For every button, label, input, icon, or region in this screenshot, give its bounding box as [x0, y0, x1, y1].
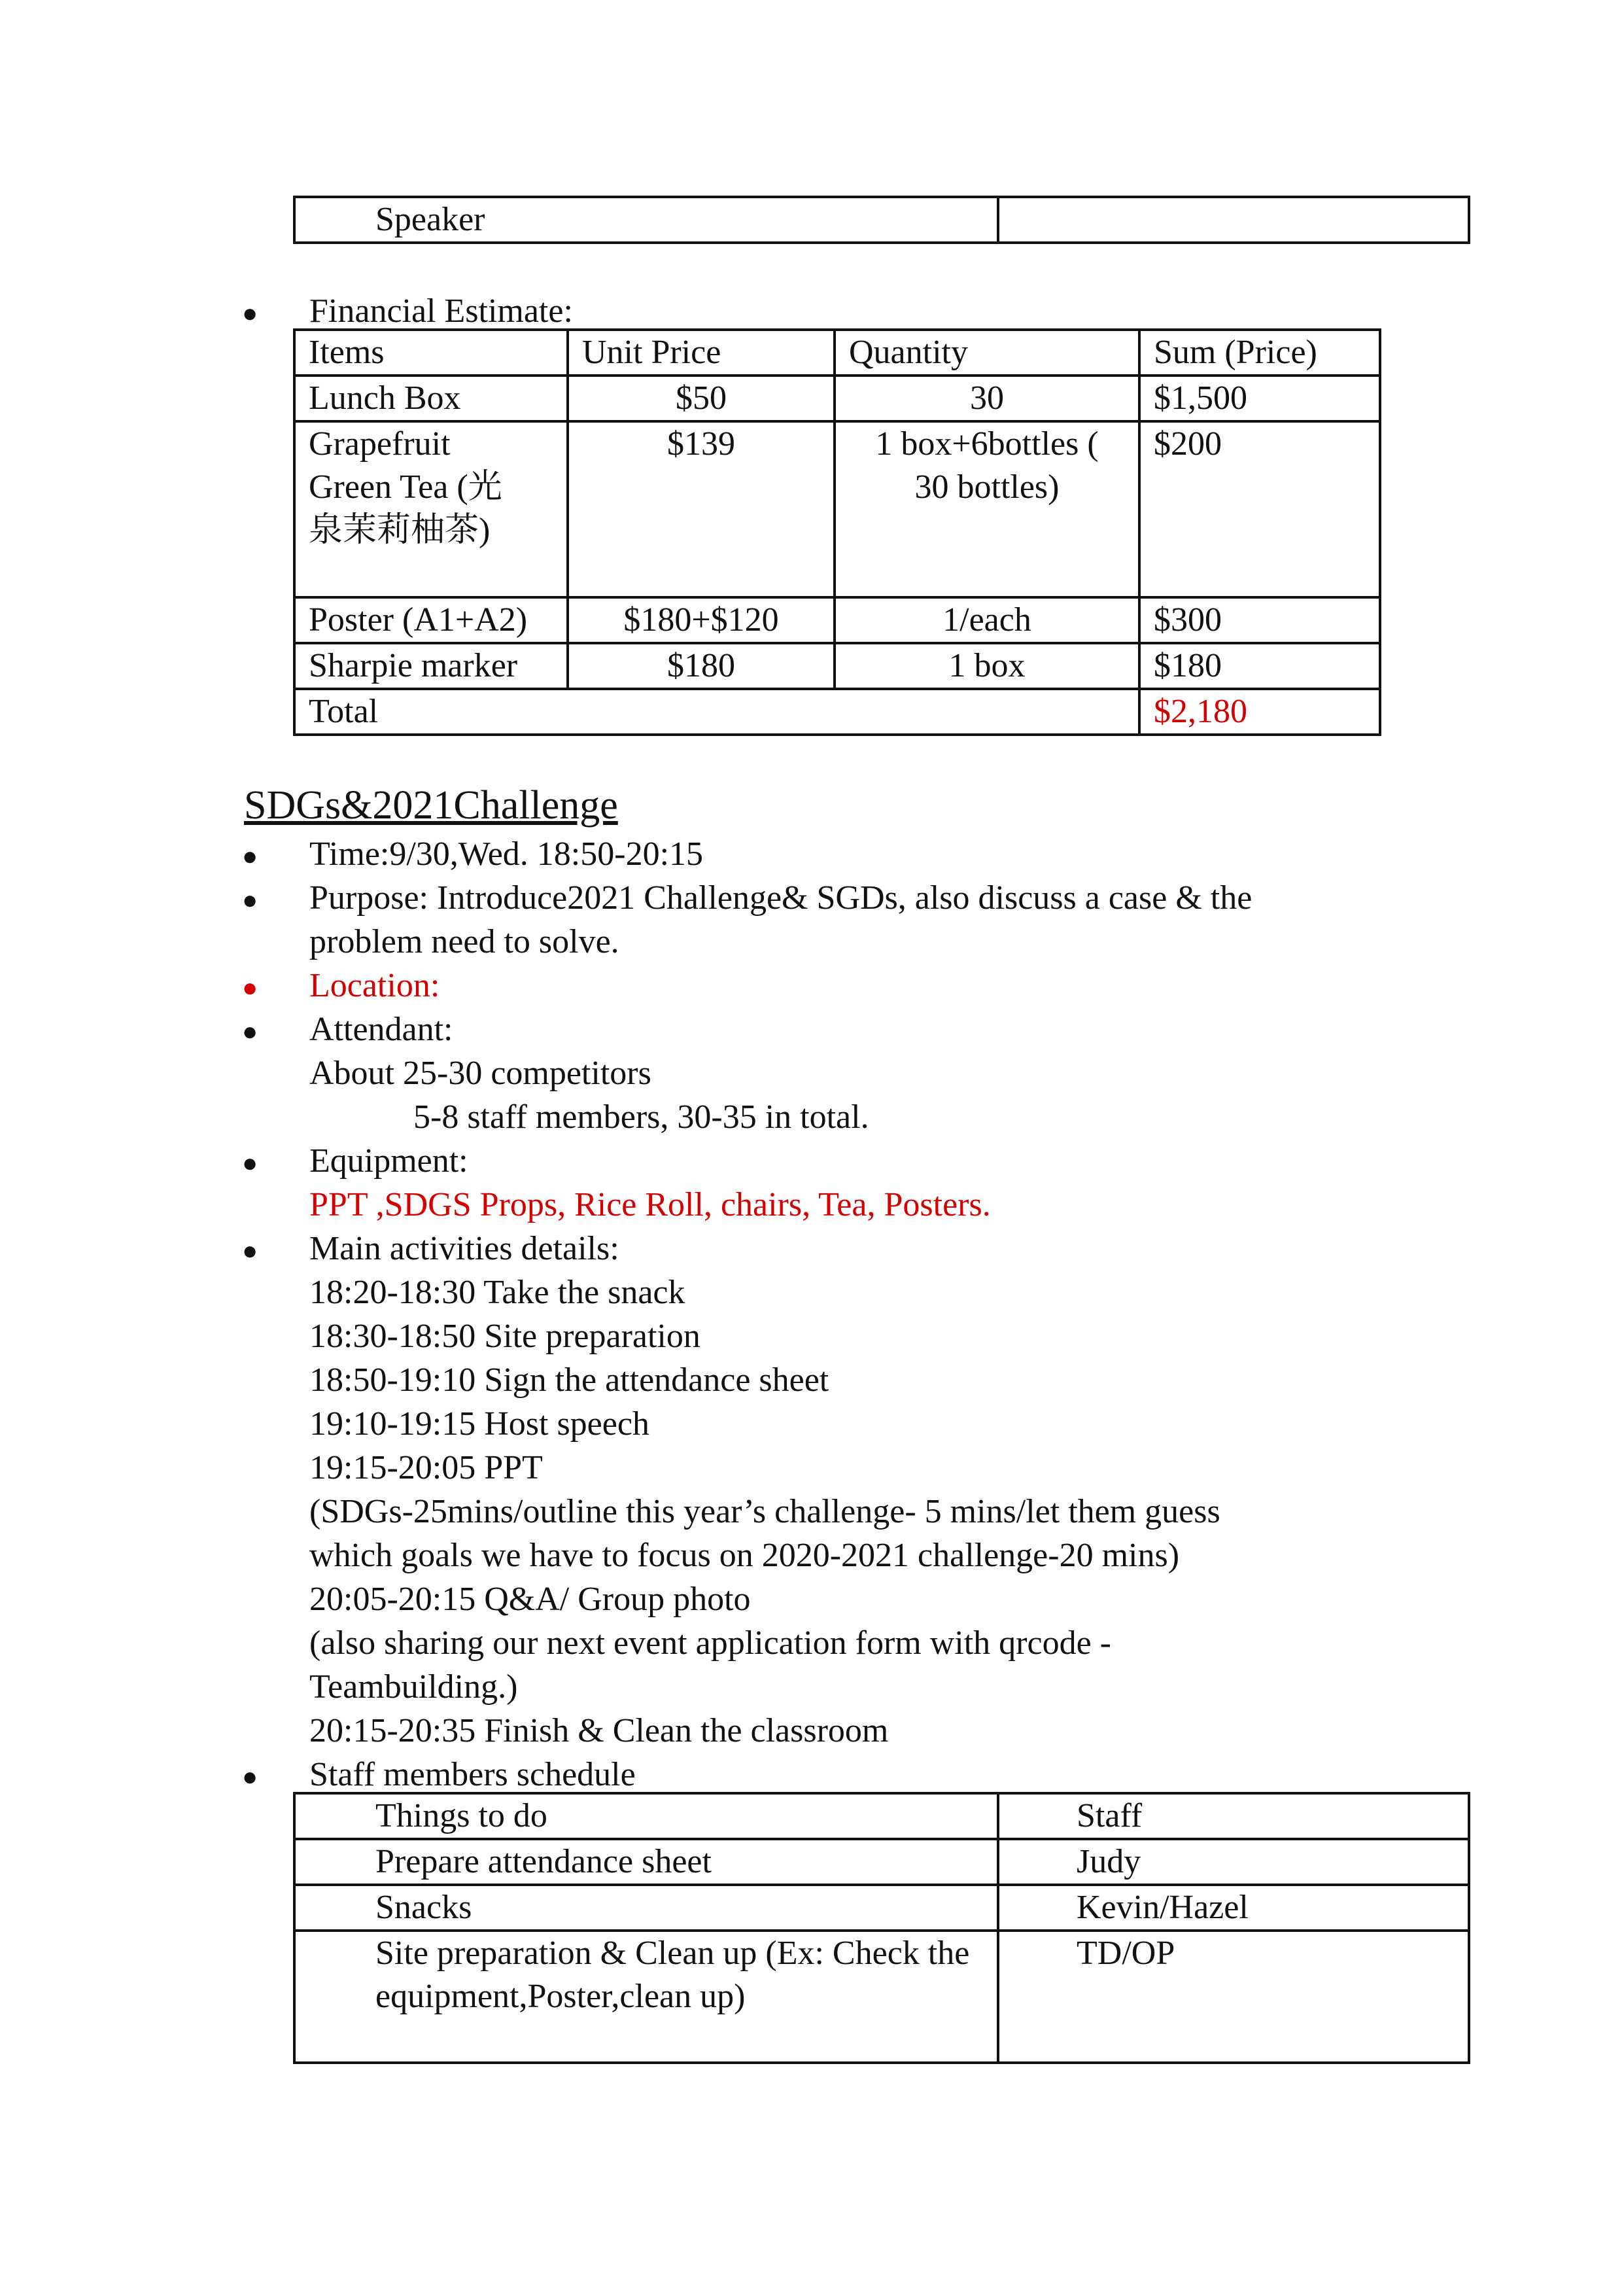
header-sum: Sum (Price) [1139, 330, 1380, 376]
unit-price-cell: $180 [568, 643, 835, 689]
attendant-label: Attendant: [309, 1011, 453, 1048]
schedule-item: 19:15-20:05 PPT [309, 1449, 543, 1486]
schedule-item: which goals we have to focus on 2020-2021 challenge-20 mins) [309, 1537, 1180, 1574]
bullet-icon: ● [242, 841, 258, 871]
attendant-staff: 5-8 staff members, 30-35 in total. [413, 1098, 869, 1136]
schedule-item: (also sharing our next event application form with qrcode - [309, 1624, 1111, 1662]
schedule-item: 19:10-19:15 Host speech [309, 1405, 649, 1443]
time-line: Time:9/30,Wed. 18:50-20:15 [309, 835, 704, 873]
quantity-cell: 1 box [835, 643, 1139, 689]
quantity-cell: 1/each [835, 597, 1139, 643]
task-cell: Site preparation & Clean up (Ex: Check the equipment,Poster,clean up) [294, 1931, 998, 2063]
quantity-cell: 1 box+6bottles ( 30 bottles) [835, 421, 1139, 597]
item-cell: Lunch Box [294, 376, 568, 421]
table-row [294, 643, 1380, 689]
staff-schedule-label: Staff members schedule [309, 1756, 636, 1793]
bullet-icon: ● [242, 885, 258, 915]
schedule-item: Teambuilding.) [309, 1668, 518, 1706]
sum-cell: $300 [1139, 597, 1380, 643]
unit-price-cell: $50 [568, 376, 835, 421]
table-row [294, 1931, 1469, 2063]
financial-title: Financial Estimate: [309, 292, 573, 330]
table-row [294, 376, 1380, 421]
location-label: Location: [309, 967, 440, 1004]
bullet-icon: ● [242, 298, 258, 328]
bullet-icon: ● [242, 1762, 258, 1791]
main-activities-label: Main activities details: [309, 1230, 619, 1267]
unit-price-cell: $139 [568, 421, 835, 597]
bullet-icon: ● [242, 1017, 258, 1046]
task-cell: Snacks [294, 1885, 998, 1931]
schedule-item: (SDGs-25mins/outline this year’s challenge- 5 mins/let them guess [309, 1493, 1220, 1530]
item-cell: Sharpie marker [294, 643, 568, 689]
bullet-icon: ● [242, 1148, 258, 1178]
task-cell: Prepare attendance sheet [294, 1839, 998, 1885]
table-header-row [294, 1793, 1469, 1839]
table-row [294, 421, 1380, 597]
sum-cell: $200 [1139, 421, 1380, 597]
schedule-item: 18:20-18:30 Take the snack [309, 1274, 685, 1311]
staff-cell: TD/OP [998, 1931, 1469, 2063]
bullet-icon: ● [242, 1236, 258, 1265]
attendant-competitors: About 25-30 competitors [309, 1055, 651, 1092]
quantity-cell: 30 [835, 376, 1139, 421]
sum-cell: $1,500 [1139, 376, 1380, 421]
header-staff: Staff [998, 1793, 1469, 1839]
staff-cell: Kevin/Hazel [998, 1885, 1469, 1931]
staff-cell: Judy [998, 1839, 1469, 1885]
header-quantity: Quantity [835, 330, 1139, 376]
speaker-empty-cell [998, 197, 1469, 243]
section-heading: SDGs&2021Challenge [244, 783, 618, 828]
equipment-label: Equipment: [309, 1142, 468, 1180]
header-unit-price: Unit Price [568, 330, 835, 376]
total-row [294, 689, 1380, 735]
table-row [294, 597, 1380, 643]
item-cell: Poster (A1+A2) [294, 597, 568, 643]
table-row [294, 1839, 1469, 1885]
schedule-item: 20:15-20:35 Finish & Clean the classroom [309, 1712, 889, 1749]
schedule-item: 18:30-18:50 Site preparation [309, 1318, 700, 1355]
table-header-row [294, 330, 1380, 376]
speaker-table [293, 196, 1470, 244]
schedule-item: 20:05-20:15 Q&A/ Group photo [309, 1581, 751, 1618]
bullet-icon: ● [242, 973, 258, 1002]
header-things-to-do: Things to do [294, 1793, 998, 1839]
equipment-list: PPT ,SDGS Props, Rice Roll, chairs, Tea, Posters. [309, 1186, 991, 1223]
purpose-line: Purpose: Introduce2021 Challenge& SGDs, also discuss a case & the [309, 879, 1253, 917]
purpose-line-2: problem need to solve. [309, 923, 619, 960]
schedule-item: 18:50-19:10 Sign the attendance sheet [309, 1361, 829, 1399]
header-items: Items [294, 330, 568, 376]
financial-table [293, 328, 1381, 736]
speaker-cell: Speaker [294, 197, 998, 243]
total-value: $2,180 [1139, 689, 1380, 735]
unit-price-cell: $180+$120 [568, 597, 835, 643]
staff-table [293, 1792, 1470, 2064]
sum-cell: $180 [1139, 643, 1380, 689]
total-label: Total [294, 689, 1139, 735]
table-row [294, 1885, 1469, 1931]
item-cell: Grapefruit Green Tea (光泉茉莉柚茶) [294, 421, 568, 597]
